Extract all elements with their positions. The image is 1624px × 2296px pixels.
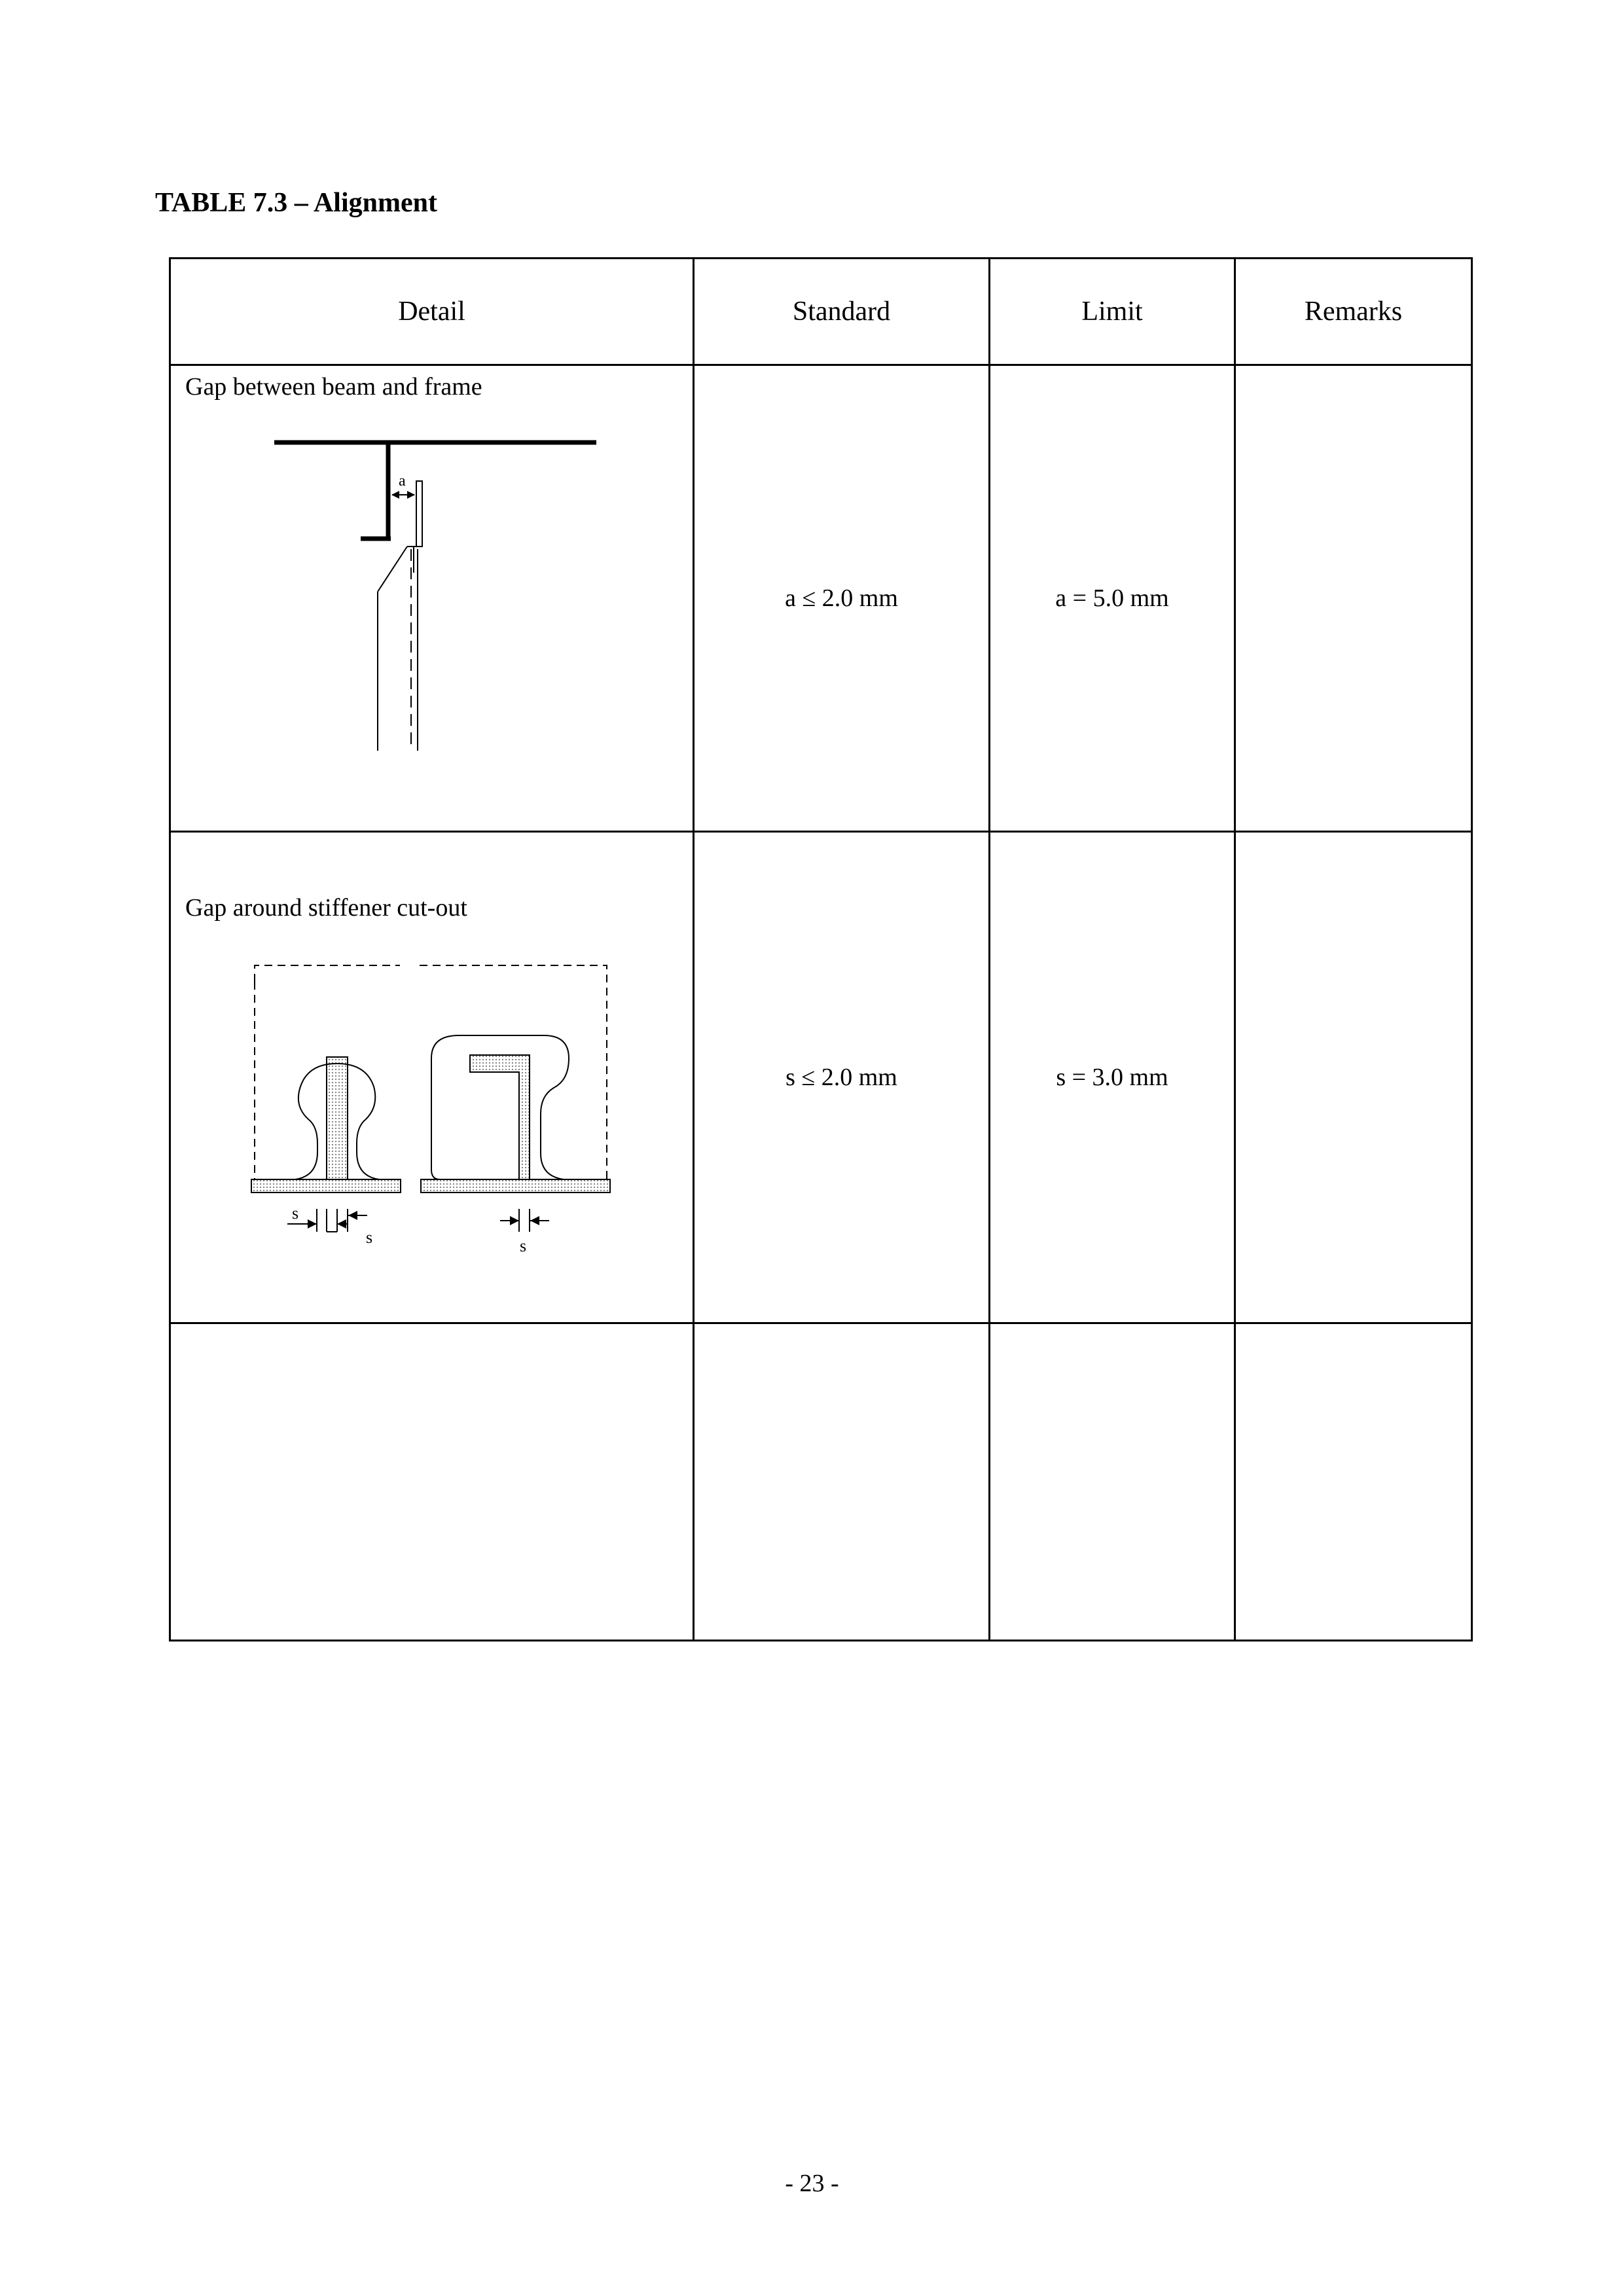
detail-cell (170, 365, 694, 832)
header-limit: Limit (990, 259, 1235, 365)
beam-frame-gap-figure (171, 366, 695, 824)
standard-cell (694, 365, 990, 832)
detail-cell (170, 1323, 694, 1641)
standard-cell (694, 832, 990, 1323)
remarks-cell (1235, 365, 1472, 832)
limit-cell (990, 832, 1235, 1323)
dimension-label-s: s (292, 1204, 299, 1223)
table-title: TABLE 7.3 – Alignment (155, 188, 437, 218)
detail-cell (170, 832, 694, 1323)
header-standard: Standard (694, 259, 990, 365)
header-detail: Detail (170, 259, 694, 365)
table-row (170, 832, 1472, 1323)
remarks-cell (1235, 1323, 1472, 1641)
limit-cell (990, 1323, 1235, 1641)
page-number: - 23 - (785, 2170, 839, 2197)
standard-cell (694, 1323, 990, 1641)
table-row (170, 365, 1472, 832)
detail-text: Gap between beam and frame (185, 373, 482, 401)
limit-cell (990, 365, 1235, 832)
header-row (170, 259, 1472, 365)
alignment-table (169, 257, 1473, 1641)
dimension-label-s: s (366, 1228, 373, 1247)
remarks-cell (1235, 832, 1472, 1323)
limit-value: a = 5.0 mm (1055, 584, 1169, 612)
dimension-label-a: a (399, 473, 406, 490)
standard-value: s ≤ 2.0 mm (785, 1064, 897, 1091)
table-row (170, 1323, 1472, 1641)
standard-value: a ≤ 2.0 mm (785, 584, 898, 612)
stiffener-cutout-figure (171, 833, 695, 1317)
dimension-label-s: s (520, 1236, 527, 1255)
limit-value: s = 3.0 mm (1056, 1064, 1168, 1091)
detail-text: Gap around stiffener cut-out (185, 894, 467, 922)
header-remarks: Remarks (1235, 259, 1472, 365)
